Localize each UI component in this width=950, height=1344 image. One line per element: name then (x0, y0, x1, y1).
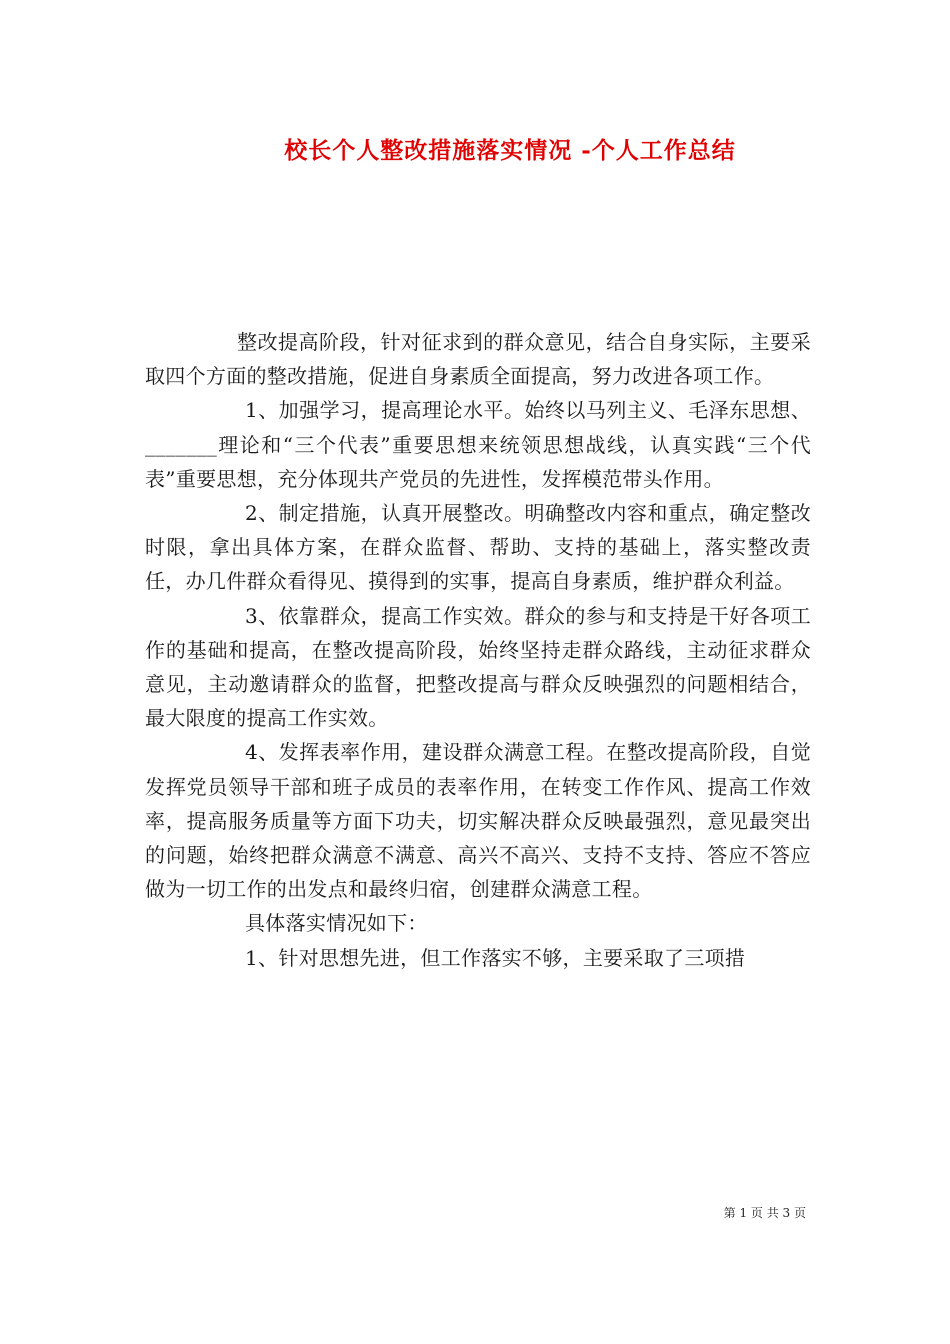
paragraph-item-2: 2、制定措施，认真开展整改。明确整改内容和重点，确定整改时限，拿出具体方案，在群众监督、帮助、支持的基础上，落实整改责任，办几件群众看得见、摸得到的实事，提高自身素质，维护群众利益。 (145, 501, 811, 594)
paragraph-intro: 整改提高阶段，针对征求到的群众意见，结合自身实际，主要采取四个方面的整改措施，促进自身素质全面提高，努力改进各项工作。 (145, 330, 811, 389)
paragraph-item-1: 1、加强学习，提高理论水平。始终以马列主义、毛泽东思想、_______理论和“三个代表”重要思想来统领思想战线，认真实践“三个代表”重要思想，充分体现共产党员的先进性，发挥模范带头作用。 (145, 398, 811, 491)
paragraph-details-heading: 具体落实情况如下： (245, 911, 428, 936)
paragraph-item-4: 4、发挥表率作用，建设群众满意工程。在整改提高阶段，自觉发挥党员领导干部和班子成员的表率作用，在转变工作作风、提高工作效率，提高服务质量等方面下功夫，切实解决群众反映最强烈，意见最突出的问题，始终把群众满意不满意、高兴不高兴、支持不支持、答应不答应做为一切工作的出发点和最终归宿，创建群众满意工程。 (145, 740, 811, 902)
page-footer: 第 1 页 共 3 页 (723, 1206, 806, 1220)
paragraph-item-3: 3、依靠群众，提高工作实效。群众的参与和支持是干好各项工作的基础和提高，在整改提高阶段，始终坚持走群众路线，主动征求群众意见，主动邀请群众的监督，把整改提高与群众反映强烈的问题相结合，最大限度的提高工作实效。 (145, 603, 811, 731)
document-body (145, 325, 811, 975)
paragraph-details-1: 1、针对思想先进，但工作落实不够，主要采取了三项措 (245, 945, 746, 970)
document-title: 校长个人整改措施落实情况 -个人工作总结 (284, 137, 736, 164)
